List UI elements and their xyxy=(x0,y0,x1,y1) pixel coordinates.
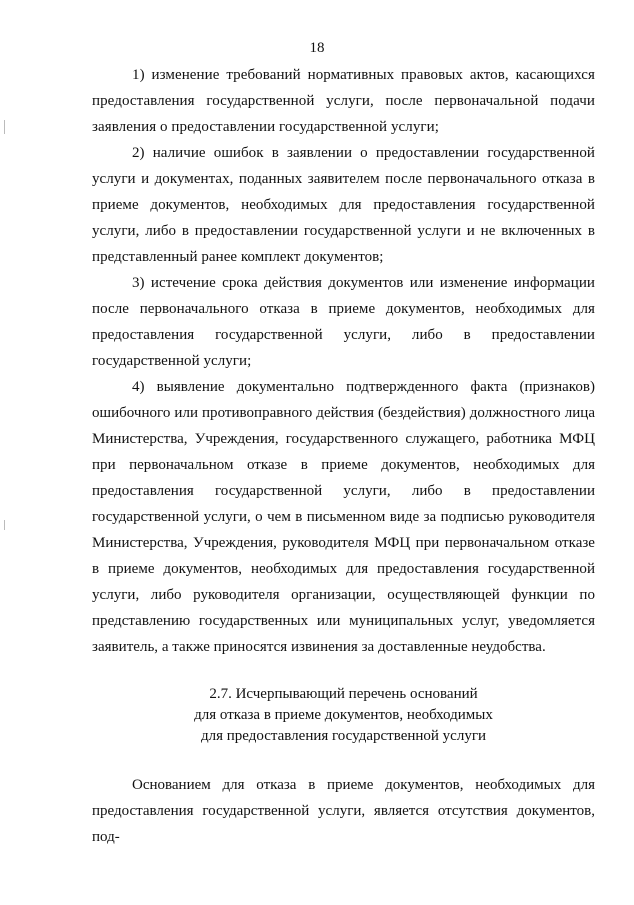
list-item-3: 3) истечение срока действия документов или изменение информации после первоначального отказа в приеме документов, необходимых для предоставления государственной услуги, либо в предоставлении государственной услуги; xyxy=(92,275,595,369)
scan-margin-mark xyxy=(4,120,5,134)
list-item-2: 2) наличие ошибок в заявлении о предоставлении государственной услуги и документах, поданных заявителем после первоначального отказа в приеме документов, необходимых для предоставления государственной услуги, либо в предоставлении государственной услуги и не включенных в представленный ранее комплект документов; xyxy=(92,145,595,265)
list-item-4: 4) выявление документально подтвержденного факта (признаков) ошибочного или противоправного действия (бездействия) должностного лица Министерства, Учреждения, государственного служащего, работника МФЦ при первоначальном отказе в приеме документов, необходимых для предоставления государственной услуги, либо в предоставлении государственной услуги, о чем в письменном виде за подписью руководителя Министерства, Учреждения, руководителя МФЦ при первоначальном отказе в приеме документов, необходимых для предоставления государственной услуги, либо руководителя организации, осуществляющей функции по представлению государственных или муниципальных услуг, уведомляется заявитель, а также приносятся извинения за доставленные неудобства. xyxy=(92,379,595,655)
section-title xyxy=(92,684,595,747)
page-number: 18 xyxy=(309,40,325,56)
section-title-line-1: 2.7. Исчерпывающий перечень оснований xyxy=(209,686,478,702)
section-body xyxy=(92,772,595,850)
list-content xyxy=(92,62,595,660)
list-item-1: 1) изменение требований нормативных правовых актов, касающихся предоставления государственной услуги, после первоначальной подачи заявления о предоставлении государственной услуги; xyxy=(92,67,595,135)
scan-margin-mark xyxy=(4,520,5,530)
section-paragraph: Основанием для отказа в приеме документов, необходимых для предоставления государственной услуги, является отсутствия документов, под- xyxy=(92,777,595,845)
section-title-line-3: для предоставления государственной услуги xyxy=(200,728,487,744)
section-title-line-2: для отказа в приеме документов, необходимых xyxy=(194,707,493,723)
